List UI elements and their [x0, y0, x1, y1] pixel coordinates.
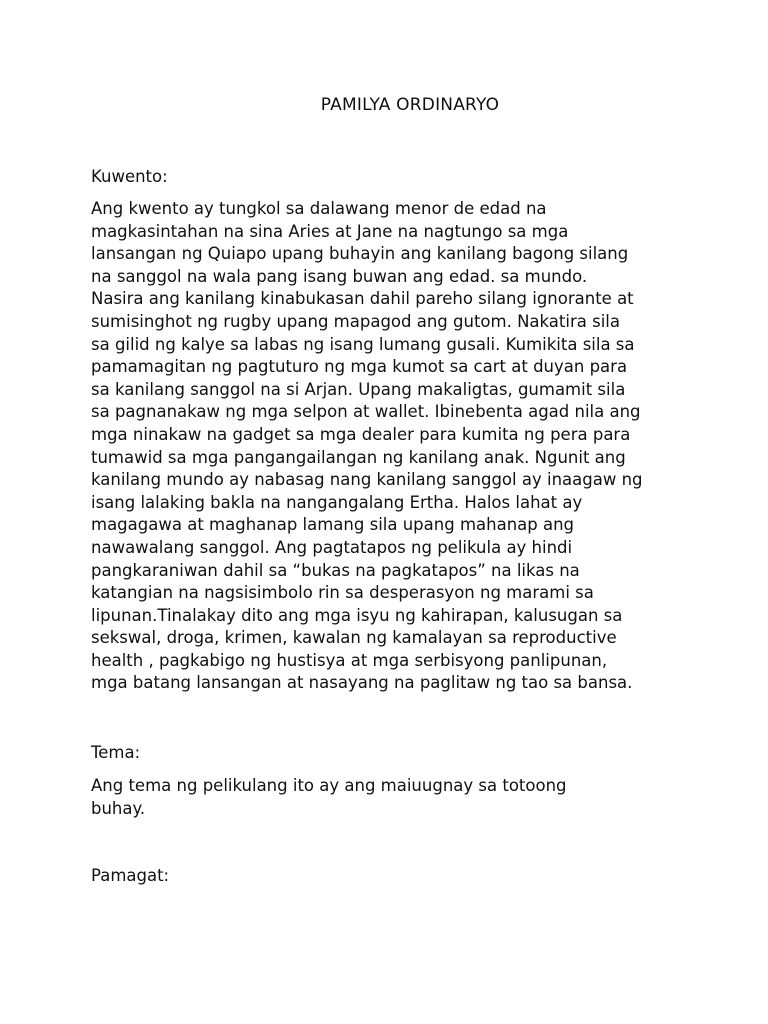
document-title: PAMILYA ORDINARYO [320, 95, 500, 115]
section-heading-pamagat: Pamagat: [91, 866, 170, 885]
section-body-kuwento: Ang kwento ay tungkol sa dalawang menor de edad na magkasintahan na sina Aries at Jane na nagtungo sa mga lansangan ng Quiapo upang buhayin ang kanilang bagong silang na sanggol na wala pang isang buwan ang edad. sa mundo. Nasira ang kanilang kinabukasan dahil pareho silang ignorante at sumisinghot ng rugby upang mapagod ang gutom. Nakatira sila sa gilid ng kalye sa labas ng isang lumang gusali. Kumikita sila sa pamamagitan ng pagtuturo ng mga kumot sa cart at duyan para sa kanilang sanggol na si Arjan. Upang makaligtas, gumamit sila sa pagnanakaw ng mga selpon at wallet. Ibinebenta agad nila ang mga ninakaw na gadget sa mga dealer para kumita ng pera para tumawid sa mga pangangailangan ng kanilang anak. Ngunit ang kanilang mundo ay nabasag nang kanilang sanggol ay inaagaw ng isang lalaking bakla na nangangalang Ertha. Halos lahat ay magagawa at maghanap lamang sila upang mahanap ang nawawalang sanggol. Ang pagtatapos ng pelikula ay hindi pangkaraniwan dahil sa “bukas na pagkatapos” na likas na katangian na nagsisimbolo rin sa desperasyon ng marami sa lipunan.Tinalakay dito ang mga isyu ng kahirapan, kalusugan sa sekswal, droga, krimen, kawalan ng kamalayan sa reproductive health , pagkabigo ng hustisya at mga serbisyong panlipunan, mga batang lansangan at nasayang na paglitaw ng tao sa bansa. [91, 199, 643, 693]
section-heading-kuwento: Kuwento: [91, 167, 168, 186]
section-body-tema: Ang tema ng pelikulang ito ay ang maiuugnay sa totoong buhay. [91, 776, 567, 818]
section-heading-tema: Tema: [91, 743, 141, 762]
